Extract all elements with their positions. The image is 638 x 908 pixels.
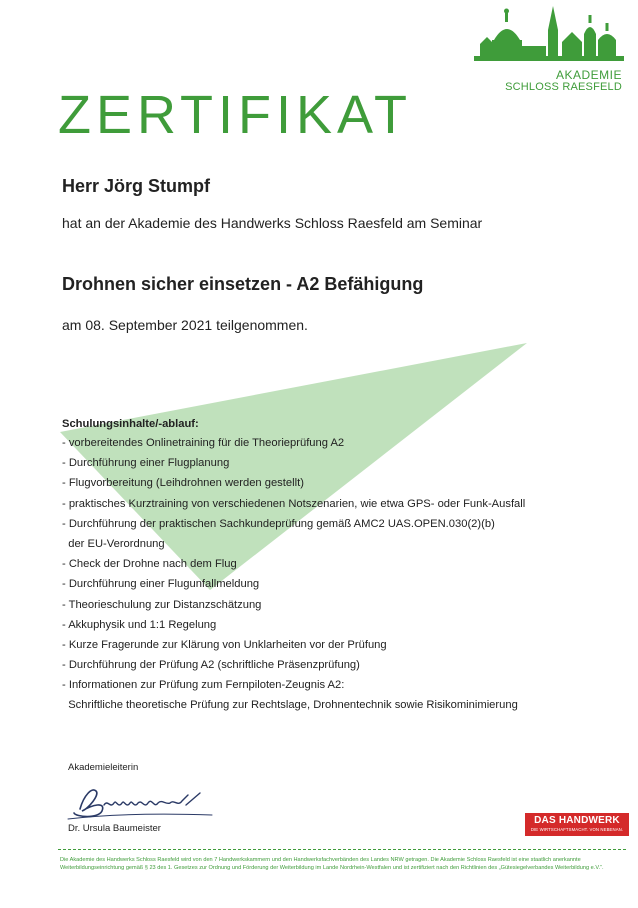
seminar-title: Drohnen sicher einsetzen - A2 Befähigung bbox=[62, 274, 424, 294]
castle-icon bbox=[470, 4, 630, 68]
content-item: - Durchführung der praktischen Sachkundeprüfung gemäß AMC2 UAS.OPEN.030(2)(b) bbox=[62, 517, 495, 530]
content-item: - vorbereitendes Onlinetraining für die Theorieprüfung A2 bbox=[62, 437, 345, 449]
content-item: - Informationen zur Prüfung zum Fernpiloten-Zeugnis A2: bbox=[62, 679, 345, 692]
content-item: - Durchführung der Prüfung A2 (schriftliche Präsenzprüfung) bbox=[62, 659, 360, 672]
handwerk-logo-tagline: DIE WIRTSCHAFTSMACHT. VON NEBENAN. bbox=[530, 827, 624, 832]
handwritten-signature bbox=[62, 775, 222, 825]
das-handwerk-logo bbox=[525, 813, 629, 836]
footer-note: Die Akademie des Handwerks Schloss Raesfeld wird von den 7 Handwerkskammern und den Handwerksfachverbänden des Landes NRW getragen. Die Akademie Schloss Raesfeld ist eine staatlich anerkannte Weiterbildungseinrichtung gemäß § 23 des 1. Gesetzes zur Ordnung und Förderung der Weiterbildung im Lande Nordrhein-Westfalen und ist zertifiziert nach den Richtlinien des „Gütesiegelverbandes Weiterbildung e.V.“. bbox=[60, 857, 604, 871]
content-item: - Flugvorbereitung (Leihdrohnen werden gestellt) bbox=[62, 477, 304, 490]
certificate-title: ZERTIFIKAT bbox=[58, 85, 413, 145]
content-item: - praktisches Kurztraining von verschiedenen Notszenarien, wie etwa GPS- oder Funk-Ausfall bbox=[62, 497, 526, 510]
intro-text: hat an der Akademie des Handwerks Schloss Raesfeld am Seminar bbox=[62, 215, 483, 231]
course-contents bbox=[62, 415, 602, 716]
content-item: - Durchführung einer Flugplanung bbox=[62, 457, 230, 470]
content-item: - Akkuphysik und 1:1 Regelung bbox=[62, 618, 217, 631]
content-item: - Check der Drohne nach dem Flug bbox=[62, 558, 237, 571]
signatory-name: Dr. Ursula Baumeister bbox=[68, 823, 161, 834]
participation-date: am 08. September 2021 teilgenommen. bbox=[62, 317, 308, 333]
signatory-role: Akademieleiterin bbox=[68, 762, 139, 773]
content-item: - Theorieschulung zur Distanzschätzung bbox=[62, 598, 262, 611]
footer-divider bbox=[58, 849, 626, 850]
akademie-logo bbox=[470, 4, 630, 94]
content-item: - Durchführung einer Flugunfallmeldung bbox=[62, 578, 260, 591]
logo-line-schloss: SCHLOSS RAESFELD bbox=[505, 81, 622, 93]
content-item: Schriftliche theoretische Prüfung zur Rechtslage, Drohnentechnik sowie Risikominimierung bbox=[62, 699, 518, 712]
content-item: - Kurze Fragerunde zur Klärung von Unklarheiten vor der Prüfung bbox=[62, 638, 387, 651]
recipient-name: Herr Jörg Stumpf bbox=[62, 176, 211, 196]
course-contents-heading: Schulungsinhalte/-ablauf: bbox=[62, 418, 199, 430]
logo-line-akademie: AKADEMIE bbox=[555, 68, 622, 82]
content-item: der EU-Verordnung bbox=[62, 537, 165, 550]
handwerk-logo-title: DAS HANDWERK bbox=[534, 815, 620, 826]
